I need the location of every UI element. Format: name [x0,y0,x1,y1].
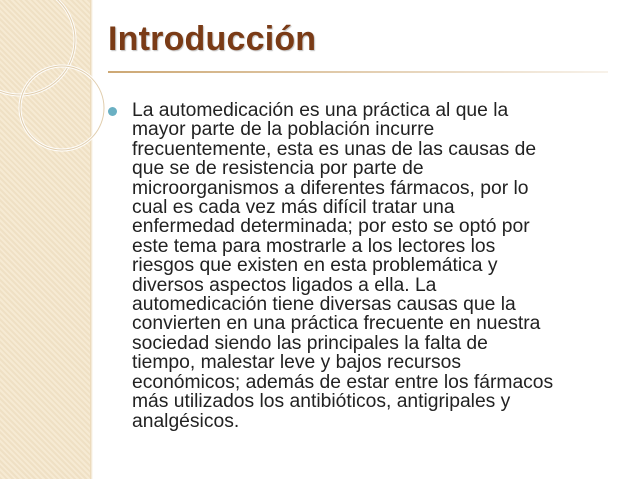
bullet-line: cual es cada vez más difícil tratar una [132,197,455,219]
bullet-line: convierten en una práctica frecuente en nuestra [132,313,541,335]
bullet-line: enfermedad determinada; por esto se optó por [132,216,530,238]
bullet-line: mayor parte de la población incurre [132,119,435,141]
bullet-line: microorganismos a diferentes fármacos, por lo [132,177,529,199]
bullet-paragraph [132,101,608,431]
bullet-line: riesgos que existen en esta problemática y [132,255,498,277]
bullet-dot-icon [108,107,117,116]
bullet-item [108,101,608,431]
bullet-line: tiempo, malestar leve y bajos recursos [132,352,461,374]
bullet-line: frecuentemente, esta es unas de las causas de [132,138,537,160]
bullet-line: sociedad siendo las principales la falta de [132,332,488,354]
title-divider [108,71,608,73]
bullet-line: que se de resistencia por parte de [132,158,424,180]
decorative-circles-graphic [0,0,120,160]
bullet-line: La automedicación es una práctica al que la [132,100,509,121]
bullet-line: este tema para mostrarle a los lectores los [132,235,496,257]
bullet-line: más utilizados los antibióticos, antigripales y [132,391,511,413]
bullet-line: analgésicos. [132,410,240,432]
bullet-line: diversos aspectos ligados a ella. La [132,274,437,296]
slide-title: Introducción [108,20,317,58]
bullet-line: económicos; además de estar entre los fármacos [132,371,554,393]
bullet-line: automedicación tiene diversas causas que la [132,294,516,316]
